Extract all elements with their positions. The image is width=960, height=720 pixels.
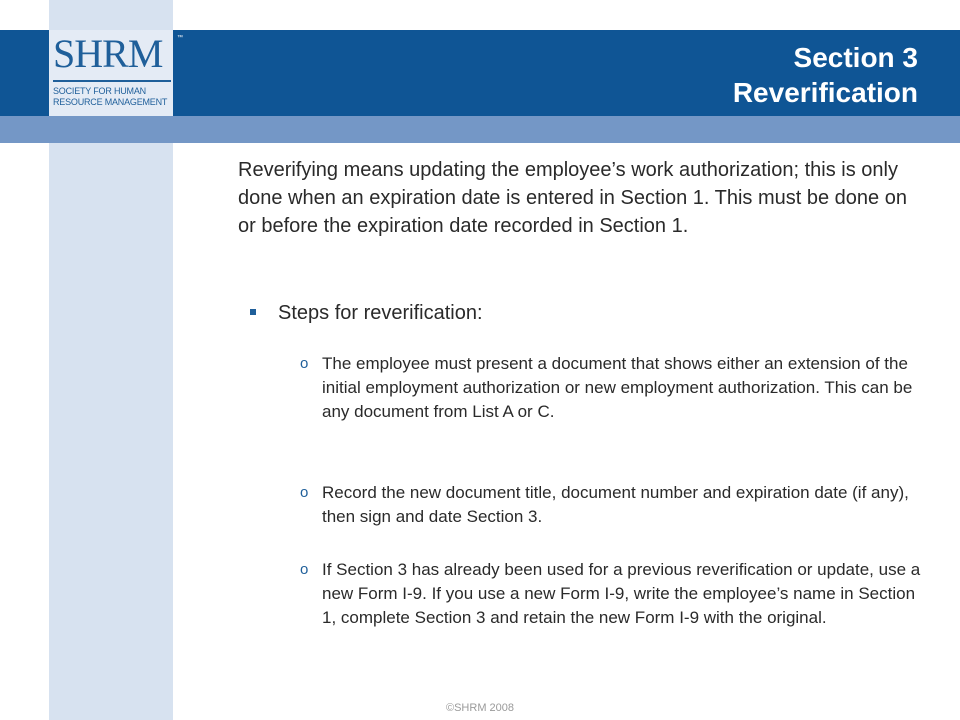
slide-title-line1: Section 3 — [793, 42, 918, 73]
logo-tagline-line2: RESOURCE MANAGEMENT — [53, 97, 168, 107]
slide-title-line2: Reverification — [732, 77, 918, 108]
intro-paragraph: Reverifying means updating the employee’s work authorization; this is only done when an expiration date is entered in Section 1. This must be done on or before the expiration date recorded in Section 1. — [238, 159, 907, 237]
circle-bullet-icon: o — [300, 355, 309, 372]
shrm-logo — [49, 30, 183, 116]
title-sub-bar — [0, 116, 960, 143]
step-item — [300, 558, 925, 630]
slide-title — [733, 40, 918, 110]
square-bullet-icon — [250, 309, 256, 315]
steps-heading-text: Steps for reverification: — [278, 302, 483, 324]
step-text: The employee must present a document that shows either an extension of the initial employment authorization or new employment authorization. This can be any document from List A or C. — [322, 354, 913, 421]
steps-heading — [250, 300, 483, 326]
step-text: Record the new document title, document number and expiration date (if any), then sign and date Section 3. — [322, 483, 909, 526]
logo-trademark: ™ — [177, 35, 183, 41]
logo-tagline-line1: SOCIETY FOR HUMAN — [53, 86, 146, 96]
footer-copyright: ©SHRM 2008 — [445, 702, 515, 714]
logo-mark: SHRM — [53, 31, 163, 76]
step-item — [300, 481, 925, 529]
circle-bullet-icon: o — [300, 484, 309, 501]
step-item — [300, 352, 925, 424]
logo-divider — [53, 80, 171, 82]
step-text: If Section 3 has already been used for a previous reverification or update, use a new Form I-9. If you use a new Form I-9, write the employee’s name in Section 1, complete Section 3 and retain the new Form I-9 with the original. — [322, 560, 921, 627]
circle-bullet-icon: o — [300, 561, 309, 578]
